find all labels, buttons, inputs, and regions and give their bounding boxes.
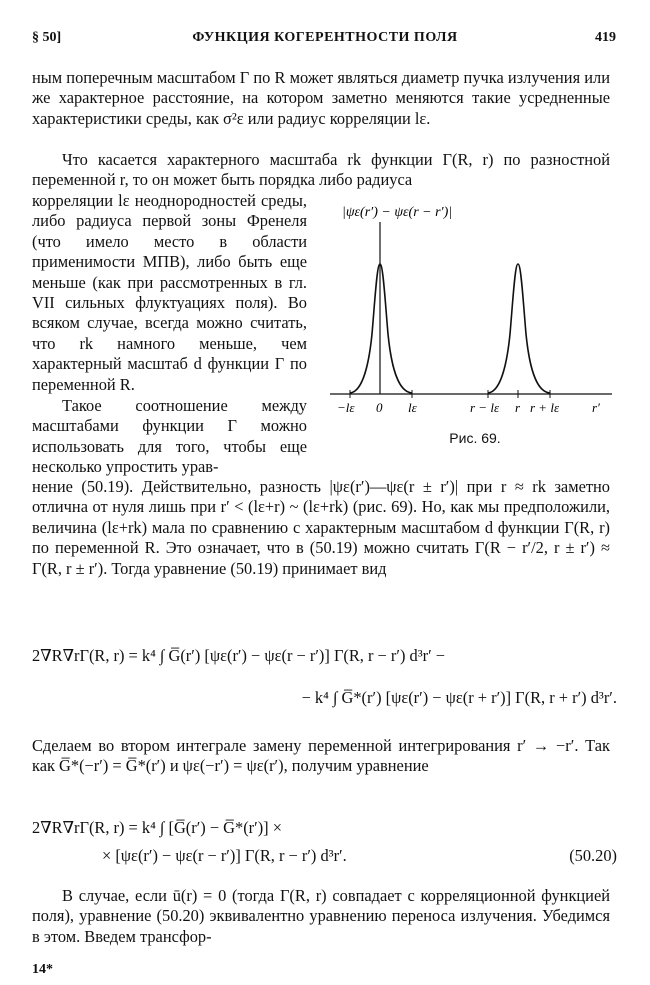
paragraph-5-text: В случае, если ū(r) = 0 (тогда Γ(R, r) совпадает с корреляционной функцией поля), уравнение (50.20) эквивалентно уравнению переноса излучения. Убедимся в этом. Введем трансфор- [32,886,610,946]
equation-50-20-line-1: 2∇R∇rΓ(R, r) = k⁴ ∫ [G̅(r′) − G̅*(r′)] × [32,818,282,837]
equation-50-20-line-2: × [ψε(r′) − ψε(r − r′)] Γ(R, r − r′) d³r′. [102,846,347,865]
equation-line-1: 2∇R∇rΓ(R, r) = k⁴ ∫ G̅(r′) [ψε(r′) − ψε(r − r′)] Γ(R, r − r′) d³r′ − [32,646,445,665]
equation-line-2: − k⁴ ∫ G̅*(r′) [ψε(r′) − ψε(r + r′)] Γ(R, r + r′) d³r′. [301,688,617,707]
peak-at-r [488,264,550,393]
equation-50-19b [32,646,617,708]
tick-label-zero: 0 [376,400,383,415]
paragraph-2-wrap [32,191,307,395]
paragraph-3-wrap-text: Такое соотношение между масштабами функции Γ можно использовать для того, чтобы еще несколько упростить урав- [32,396,307,477]
paragraph-4 [32,736,610,777]
paragraph-4-text: Сделаем во втором интеграле замену переменной интегрирования r′ → −r′. Так как G̅*(−r′) = G̅*(r′) и ψε(−r′) = ψε(r′), получим уравнение [32,736,610,776]
paragraph-1-text: ным поперечным масштабом Γ по R может являться диаметр пучка излучения или же характерное расстояние, на котором заметно меняются такие усредненные характеристики среды, как σ²ε или радиус корреляции lε. [32,68,610,128]
paragraph-3 [32,477,610,579]
y-axis-label: |ψε(r′) − ψε(r − r′)| [342,205,453,220]
equation-50-20-line-2-row [32,846,617,866]
figure-69-plot [330,204,620,426]
tick-label-pos-l: lε [408,400,417,415]
tick-label-r-plus-l: r + lε [530,400,560,415]
paragraph-2-wrap-text: корреляции lε неоднородностей среды, либо радиуса первой зоны Френеля (что имело место в области применимости МПВ), либо быть еще меньше (как при рассмотренных в гл. VII сильных флуктуациях поля). Во всяком случае, всегда можно считать, что rk намного меньше, чем характерный масштаб d функции Γ по переменной R. [32,191,307,394]
signature-mark: 14* [32,962,53,977]
tick-label-r: r [515,400,521,415]
section-marker: § 50] [32,30,62,45]
paragraph-1 [32,68,610,129]
figure-69 [330,204,620,454]
equation-50-20 [32,818,617,866]
paragraph-2 [32,150,610,191]
page-number: 419 [595,30,616,45]
peak-at-zero [350,264,412,393]
equation-number: (50.20) [569,846,617,865]
tick-label-neg-l: −lε [337,400,355,415]
figure-caption: Рис. 69. [449,430,501,446]
tick-label-axis: r′ [592,400,600,415]
tick-label-r-minus-l: r − lε [470,400,500,415]
running-title: ФУНКЦИЯ КОГЕРЕНТНОСТИ ПОЛЯ [192,30,458,45]
paragraph-3-full-width: нение (50.19). Действительно, разность |ψε(r′)—ψε(r ± r′)| при r ≈ rk заметно отлична от нуля лишь при r′ < (lε+r) ~ (lε+rk) (рис. 69). Но, как мы предположили, величина (lε+rk) мала по сравнению с характерным масштабом d функции Γ(R, r) по переменной R. Это означает, что в (50.19) можно считать Γ(R − r′/2, r ± r′) ≈ Γ(R, r ± r′). Тогда уравнение (50.19) принимает вид [32,477,610,578]
paragraph-2-full-width: Что касается характерного масштаба rk функции Γ(R, r) по разностной переменной r, то он может быть порядка либо радиуса [32,150,610,190]
paragraph-3-wrap [32,396,307,478]
paragraph-5 [32,886,610,947]
